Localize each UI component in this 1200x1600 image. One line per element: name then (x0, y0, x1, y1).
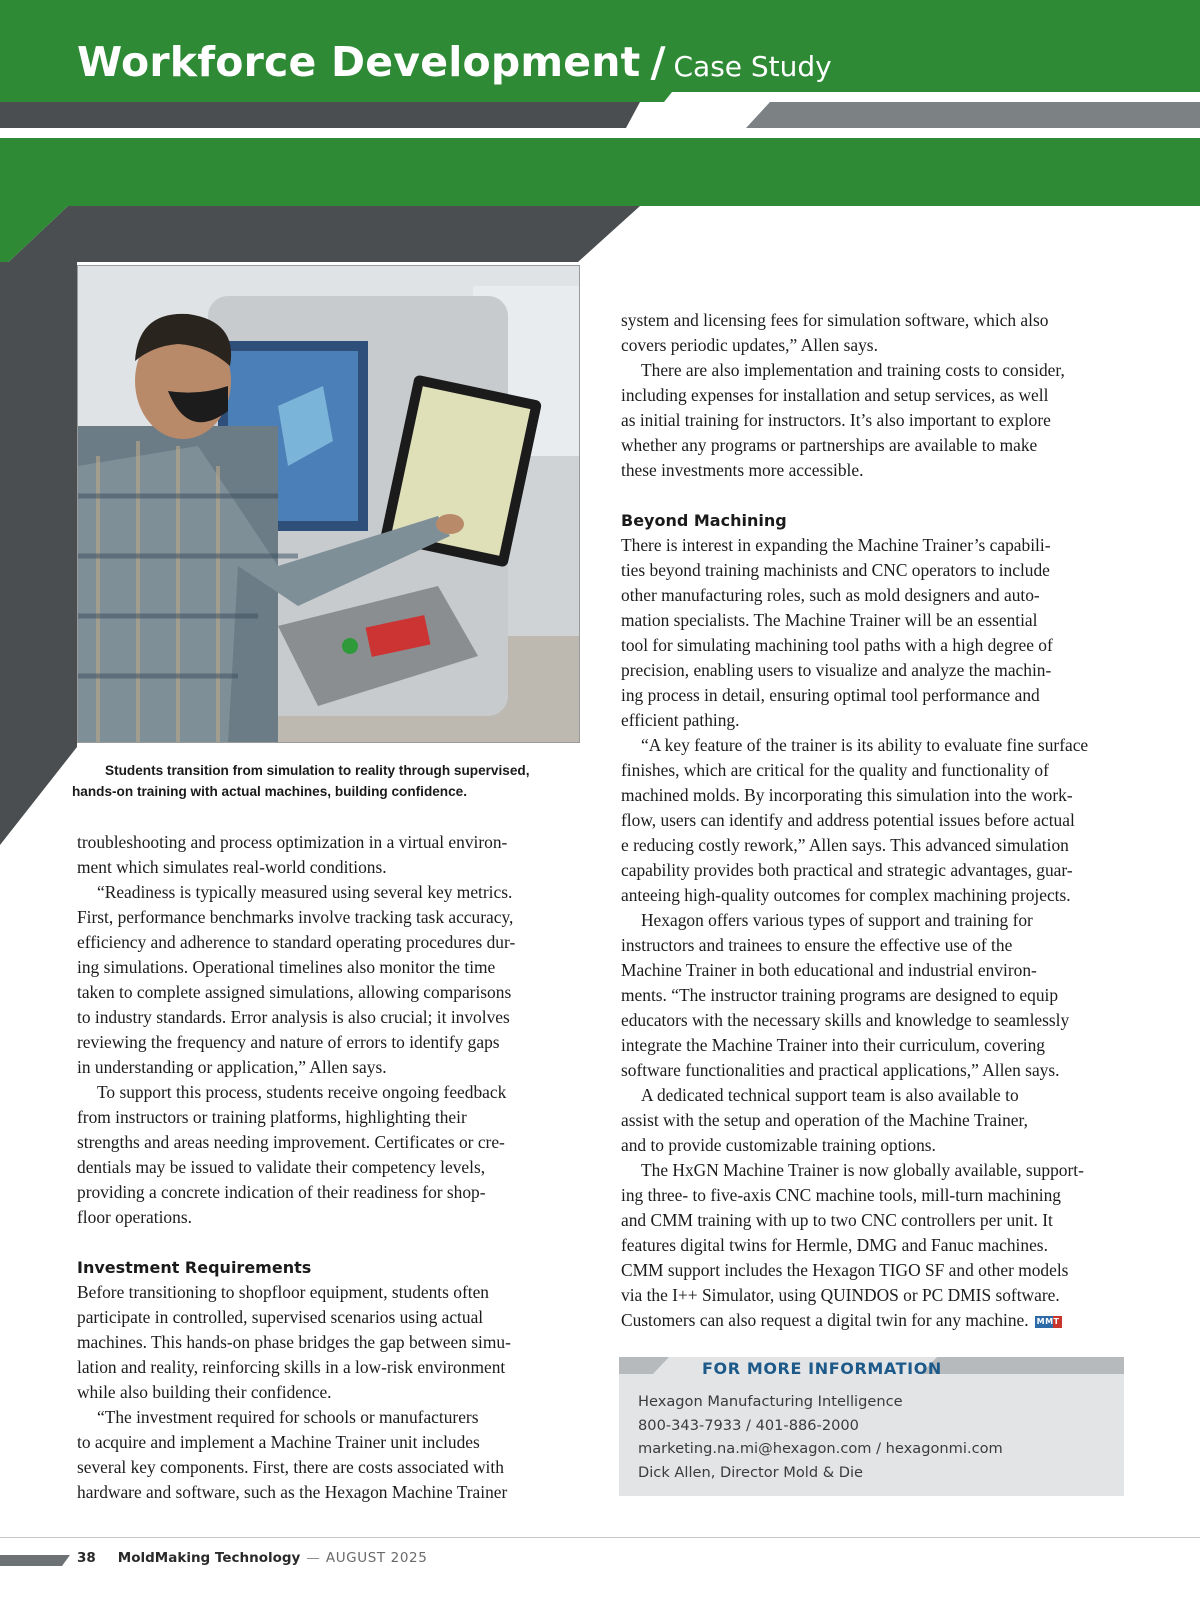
gray-stripe (746, 102, 1200, 128)
dark-stripe (0, 102, 640, 128)
text-line: ment which simulates real-world conditions. (77, 857, 387, 877)
paragraph (621, 733, 1151, 908)
section-subtitle: Case Study (673, 50, 832, 83)
dark-backdrop-top (0, 206, 640, 270)
text-line: “Readiness is typically measured using several key metrics. (97, 882, 513, 902)
text-line: anteeing high-quality outcomes for complex machining projects. (621, 885, 1071, 905)
text-line: taken to complete assigned simulations, allowing comparisons (77, 982, 512, 1002)
heading-beyond-machining: Beyond Machining (621, 511, 787, 530)
text-line: while also building their confidence. (77, 1382, 332, 1402)
right-column (621, 308, 1151, 1333)
text-line: assist with the setup and operation of the Machine Trainer, (621, 1110, 1028, 1130)
text-line: and CMM training with up to two CNC controllers per unit. It (621, 1210, 1053, 1230)
text-line: covers periodic updates,” Allen says. (621, 335, 878, 355)
text-line: ing process in detail, ensuring optimal tool performance and (621, 685, 1040, 705)
phone-numbers: 800-343-7933 / 401-886-2000 (638, 1416, 859, 1434)
footer-bar-icon (0, 1555, 70, 1566)
text-line: in understanding or application,” Allen says. (77, 1057, 387, 1077)
text-line: including expenses for installation and setup services, as well (621, 385, 1049, 405)
text-line: reviewing the frequency and nature of errors to identify gaps (77, 1032, 500, 1052)
text-line: instructors and trainees to ensure the effective use of the (621, 935, 1013, 955)
paragraph (77, 1405, 597, 1505)
text-line: via the I++ Simulator, using QUINDOS or PC DMIS software. (621, 1285, 1060, 1305)
text-line: several key components. First, there are costs associated with (77, 1457, 504, 1477)
text-line: ing three- to five-axis CNC machine tools, mill-turn machining (621, 1185, 1061, 1205)
paragraph (77, 1280, 597, 1405)
text-line: There are also implementation and training costs to consider, (641, 360, 1065, 380)
photo-caption (72, 760, 592, 802)
text-line: whether any programs or partnerships are available to make (621, 435, 1038, 455)
heading-investment-requirements: Investment Requirements (77, 1258, 312, 1277)
text-line: ing simulations. Operational timelines also monitor the time (77, 957, 496, 977)
text-line: to acquire and implement a Machine Trainer unit includes (77, 1432, 480, 1452)
text-line: efficient pathing. (621, 710, 740, 730)
text-line: to industry standards. Error analysis is also crucial; it involves (77, 1007, 510, 1027)
page-number: 38 (77, 1550, 96, 1566)
text-line: finishes, which are critical for the quality and functionality of (621, 760, 1049, 780)
dark-backdrop-left (0, 262, 77, 747)
text-line-content: Customers can also request a digital twin for any machine. (621, 1310, 1029, 1330)
text-line: ties beyond training machinists and CNC operators to include (621, 560, 1050, 580)
footer-dash: — (306, 1550, 320, 1566)
text-line: hardware and software, such as the Hexagon Machine Trainer (77, 1482, 508, 1502)
text-line: participate in controlled, supervised scenarios using actual (77, 1307, 484, 1327)
text-line: ments. “The instructor training programs are designed to equip (621, 985, 1059, 1005)
paragraph (77, 880, 597, 1080)
text-line: tool for simulating machining tool paths with a high degree of (621, 635, 1053, 655)
dark-backdrop-tail (0, 747, 77, 845)
text-line: efficiency and adherence to standard operating procedures dur- (77, 932, 516, 952)
company-name: Hexagon Manufacturing Intelligence (638, 1393, 903, 1410)
paragraph (621, 308, 1151, 358)
paragraph (621, 908, 1151, 1083)
text-line: from instructors or training platforms, highlighting their (77, 1107, 467, 1127)
paragraph (621, 533, 1151, 733)
text-line: Before transitioning to shopfloor equipment, students often (77, 1282, 489, 1302)
text-line: educators with the necessary skills and knowledge to seamlessly (621, 1010, 1070, 1030)
text-line: To support this process, students receive ongoing feedback (97, 1082, 507, 1102)
text-line: lation and reality, reinforcing skills in a low-risk environment (77, 1357, 506, 1377)
paragraph (77, 830, 597, 880)
magazine-name: MoldMaking Technology (117, 1550, 301, 1566)
text-line (621, 1308, 1151, 1333)
issue-date: AUGUST 2025 (325, 1550, 428, 1566)
text-line: flow, users can identify and address potential issues before actual (621, 810, 1075, 830)
text-line: “A key feature of the trainer is its ability to evaluate fine surface (641, 735, 1089, 755)
section-name: Workforce Development (77, 38, 641, 86)
title-separator: / (650, 38, 666, 86)
text-line: floor operations. (77, 1207, 192, 1227)
text-line: integrate the Machine Trainer into their curriculum, covering (621, 1035, 1046, 1055)
text-line: “The investment required for schools or manufacturers (97, 1407, 479, 1427)
text-line: Machine Trainer in both educational and industrial environ- (621, 960, 1037, 980)
text-line: mation specialists. The Machine Trainer will be an essential (621, 610, 1038, 630)
text-line: First, performance benchmarks involve tracking task accuracy, (77, 907, 514, 927)
paragraph (621, 1158, 1151, 1333)
text-line: precision, enabling users to visualize and analyze the machin- (621, 660, 1052, 680)
text-line: e reducing costly rework,” Allen says. This advanced simulation (621, 835, 1069, 855)
end-mark-icon: MMT (1036, 1317, 1060, 1326)
text-line: machined molds. By incorporating this simulation into the work- (621, 785, 1073, 805)
text-line: CMM support includes the Hexagon TIGO SF and other models (621, 1260, 1069, 1280)
text-line: There is interest in expanding the Machine Trainer’s capabili- (621, 535, 1051, 555)
text-line: features digital twins for Hermle, DMG and Fanuc machines. (621, 1235, 1048, 1255)
green-block (0, 138, 1200, 206)
text-line: strengths and areas needing improvement. Certificates or cre- (77, 1132, 505, 1152)
text-line: and to provide customizable training options. (621, 1135, 936, 1155)
text-line: The HxGN Machine Trainer is now globally available, support- (641, 1160, 1084, 1180)
paragraph (77, 1080, 597, 1230)
text-line: Hexagon offers various types of support and training for (641, 910, 1033, 930)
more-info-details (638, 1390, 1003, 1484)
contact-person: Dick Allen, Director Mold & Die (638, 1463, 864, 1481)
text-line: other manufacturing roles, such as mold designers and auto- (621, 585, 1040, 605)
email-and-website[interactable]: marketing.na.mi@hexagon.com / hexagonmi.com (638, 1440, 1003, 1457)
caption-line: hands-on training with actual machines, building confidence. (72, 784, 468, 799)
text-line: as initial training for instructors. It’s also important to explore (621, 410, 1051, 430)
caption-line: Students transition from simulation to reality through supervised, (105, 763, 530, 778)
photo-illustration (78, 266, 580, 743)
text-line: troubleshooting and process optimization in a virtual environ- (77, 832, 508, 852)
text-line: these investments more accessible. (621, 460, 864, 480)
paragraph (621, 358, 1151, 483)
text-line: software functionalities and practical applications,” Allen says. (621, 1060, 1060, 1080)
text-line: machines. This hands-on phase bridges the gap between simu- (77, 1332, 511, 1352)
paragraph (621, 1083, 1151, 1158)
photo-machine-trainer (77, 265, 580, 743)
left-column (77, 830, 597, 1505)
footer-rule (0, 1537, 1200, 1538)
text-line: providing a concrete indication of their readiness for shop- (77, 1182, 486, 1202)
text-line: dentials may be issued to validate their competency levels, (77, 1157, 486, 1177)
text-line: capability provides both practical and strategic advantages, guar- (621, 860, 1073, 880)
more-info-heading: FOR MORE INFORMATION (702, 1359, 942, 1378)
white-notch (664, 92, 1200, 102)
text-line: system and licensing fees for simulation software, which also (621, 310, 1049, 330)
page-footer (77, 1550, 427, 1566)
text-line: A dedicated technical support team is also available to (641, 1085, 1019, 1105)
